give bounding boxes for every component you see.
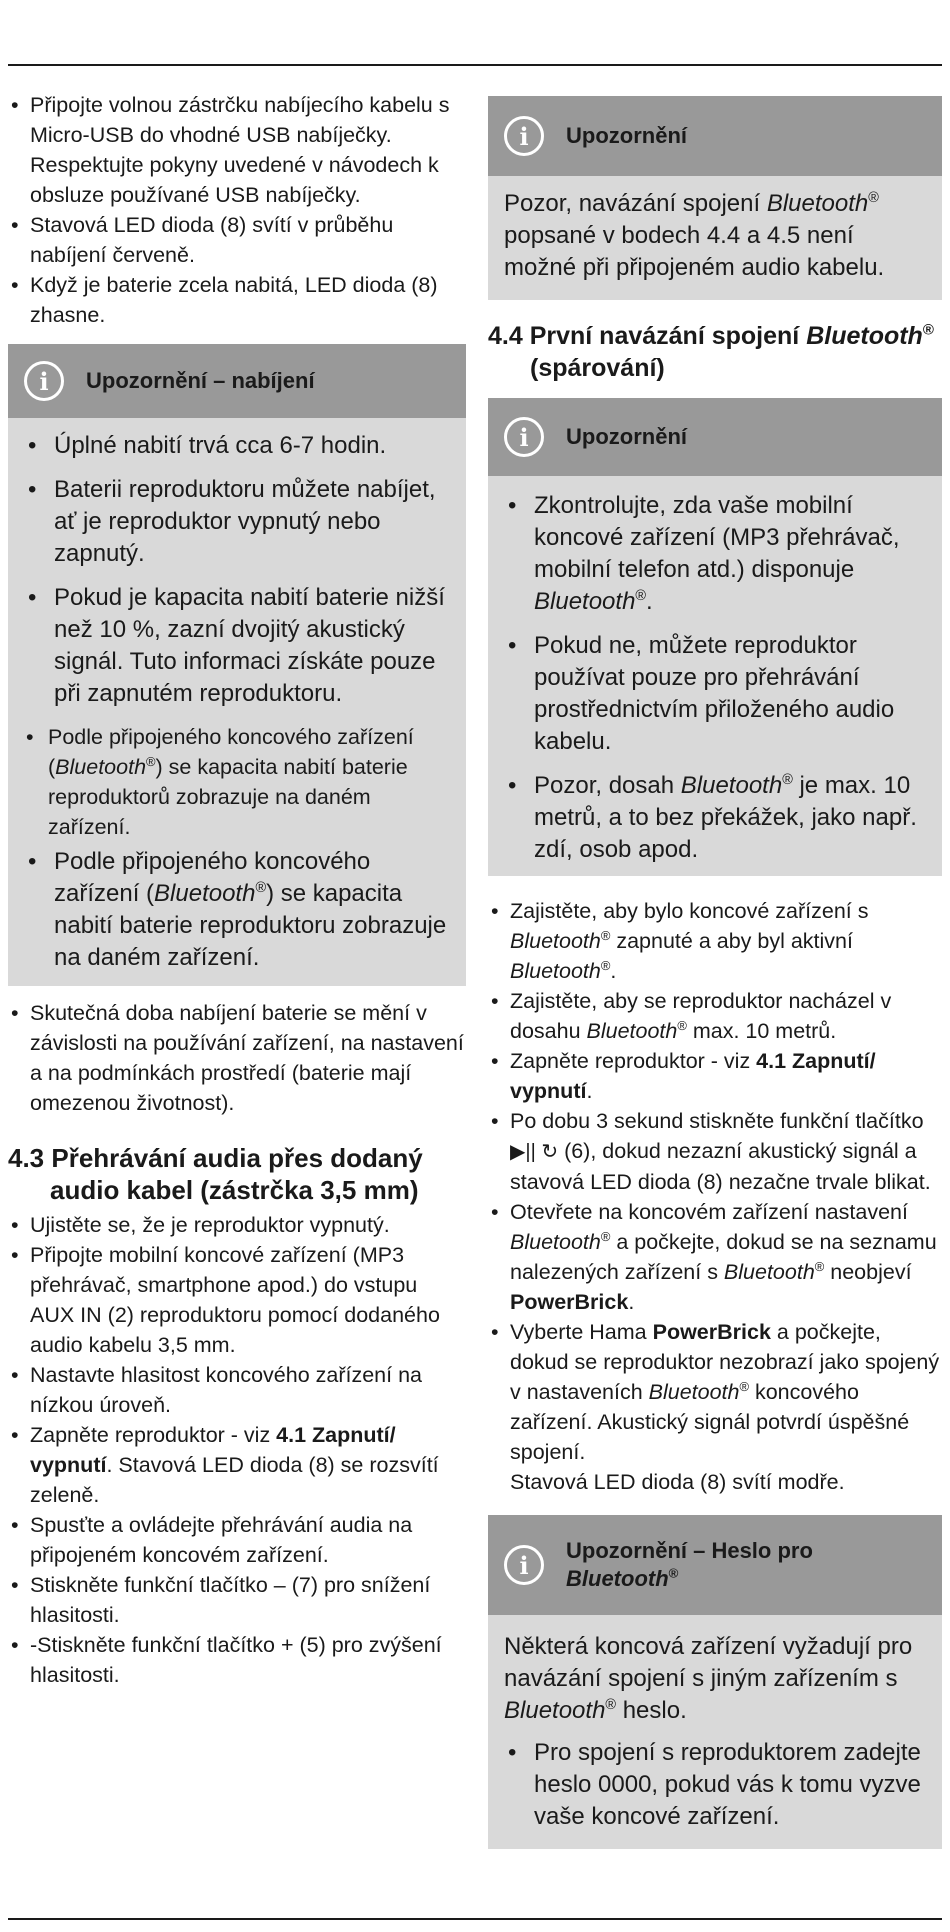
note-title: Upozornění — [566, 424, 687, 449]
list-item: • Když je baterie zcela nabitá, LED dioda (8) zhasne. — [8, 270, 466, 330]
charging-info-list — [8, 998, 466, 1118]
list-item: • Zapněte reproduktor - viz 4.1 Zapnutí/ vypnutí. — [488, 1046, 942, 1106]
bluetooth-requirements-note — [488, 398, 942, 876]
note-text: Některá koncová zařízení vyžadují pro navázání spojení s jiným zařízením s Bluetooth® heslo. — [504, 1633, 913, 1724]
password-note — [488, 1515, 942, 1849]
note-list — [504, 1737, 926, 1833]
note-list — [24, 430, 450, 974]
list-item: • Připojte mobilní koncové zařízení (MP3 přehrávač, smartphone apod.) do vstupu AUX IN (2) reproduktoru pomocí dodaného audio kabelu 3,5 mm. — [8, 1240, 466, 1360]
audio-cable-steps — [8, 1210, 466, 1690]
list-item: • Zajistěte, aby bylo koncové zařízení s Bluetooth® zapnuté a aby byl aktivní Bluetooth®. — [488, 896, 942, 986]
list-item: • Skutečná doba nabíjení baterie se mění v závislosti na používání zařízení, na nastavení a na podmínkách prostředí (baterie mají omezenou životnost). — [8, 998, 466, 1118]
note-body — [488, 476, 942, 876]
list-item: • Pokud je kapacita nabití baterie nižší než 10 %, zazní dvojitý akustický signál. Tuto informaci získáte pouze při zapnutém reproduktoru. — [24, 582, 450, 710]
note-body — [488, 1615, 942, 1849]
list-item: • Připojte volnou zástrčku nabíjecího kabelu s Micro-USB do vhodné USB nabíječky. Respektujte pokyny uvedené v návodech k obsluze používané USB nabíječky. — [8, 90, 466, 210]
list-item: • Baterii reproduktoru můžete nabíjet, ať je reproduktor vypnutý nebo zapnutý. — [24, 474, 450, 570]
list-item: • Stavová LED dioda (8) svítí v průběhu nabíjení červeně. — [8, 210, 466, 270]
pairing-steps — [488, 896, 942, 1497]
info-icon: i — [24, 361, 64, 401]
list-item: • Nastavte hlasitost koncového zařízení na nízkou úroveň. — [8, 1360, 466, 1420]
list-item: • Stiskněte funkční tlačítko – (7) pro snížení hlasitosti. — [8, 1570, 466, 1630]
info-icon: i — [504, 1545, 544, 1585]
charging-steps-list — [8, 90, 466, 330]
note-text: Pozor, navázání spojení Bluetooth® popsané v bodech 4.4 a 4.5 není možné při připojeném audio kabelu. — [504, 190, 885, 281]
info-icon: i — [504, 417, 544, 457]
list-item: • Zajistěte, aby se reproduktor nacházel v dosahu Bluetooth® max. 10 metrů. — [488, 986, 942, 1046]
section-heading-4-3: 4.3 Přehrávání audia přes dodaný audio kabel (zástrčka 3,5 mm) — [8, 1143, 423, 1205]
note-header — [488, 96, 942, 176]
section-heading-4-4: 4.4 První navázání spojení Bluetooth® (spárování) — [488, 321, 934, 382]
list-item: • Pro spojení s reproduktorem zadejte heslo 0000, pokud vás k tomu vyzve vaše koncové zařízení. — [504, 1737, 926, 1833]
list-item: • Spusťte a ovládejte přehrávání audia na připojeném koncovém zařízení. — [8, 1510, 466, 1570]
note-header — [488, 1515, 942, 1615]
list-item: • -Stiskněte funkční tlačítko + (5) pro zvýšení hlasitosti. — [8, 1630, 466, 1690]
cable-warning-note — [488, 96, 942, 300]
list-item: • Vyberte Hama PowerBrick a počkejte, dokud se reproduktor nezobrazí jako spojený v nastaveních Bluetooth® koncového zařízení. Akustický signál potvrdí úspěšné spojení. Stavová LED dioda (8) svítí modře. — [488, 1317, 942, 1497]
charging-note — [8, 344, 466, 986]
play-pause-icon: ▶|| ↻ — [510, 1141, 559, 1163]
top-rule — [8, 64, 942, 66]
list-item: • Podle připojeného koncového zařízení (Bluetooth®) se kapacita nabití baterie reproduktoru zobrazuje na daném zařízení. — [24, 846, 450, 974]
bottom-rule — [8, 1918, 942, 1920]
list-item: • Po dobu 3 sekund stiskněte funkční tlačítko ▶|| ↻ (6), dokud nezazní akustický signál a stavová LED dioda (8) nezačne trvale blikat. — [488, 1106, 942, 1197]
note-title: Upozornění – nabíjení — [86, 368, 315, 393]
list-item: • Pokud ne, můžete reproduktor používat pouze pro přehrávání prostřednictvím přiloženého audio kabelu. — [504, 630, 926, 758]
list-item: • Zapněte reproduktor - viz 4.1 Zapnutí/ vypnutí. Stavová LED dioda (8) se rozsvítí zeleně. — [8, 1420, 466, 1510]
note-title: Upozornění – Heslo pro Bluetooth® — [566, 1538, 813, 1591]
note-list — [504, 490, 926, 866]
list-item: • Podle připojeného koncového zařízení (Bluetooth®) se kapacita nabití baterie reproduktorů zobrazuje na daném zařízení. — [24, 722, 450, 842]
note-body — [488, 176, 942, 300]
note-header — [8, 344, 466, 418]
list-item: • Ujistěte se, že je reproduktor vypnutý. — [8, 1210, 466, 1240]
list-item: • Zkontrolujte, zda vaše mobilní koncové zařízení (MP3 přehrávač, mobilní telefon atd.) disponuje Bluetooth®. — [504, 490, 926, 618]
right-column — [488, 96, 942, 1849]
left-column — [8, 90, 466, 1690]
info-icon: i — [504, 116, 544, 156]
list-item: • Otevřete na koncovém zařízení nastavení Bluetooth® a počkejte, dokud se na seznamu nalezených zařízení s Bluetooth® neobjeví PowerBrick. — [488, 1197, 942, 1317]
list-item: • Úplné nabití trvá cca 6-7 hodin. — [24, 430, 450, 462]
note-title: Upozornění — [566, 123, 687, 148]
list-item: • Pozor, dosah Bluetooth® je max. 10 metrů, a to bez překážek, jako např. zdí, osob apod. — [504, 770, 926, 866]
note-header — [488, 398, 942, 476]
note-body — [8, 418, 466, 986]
